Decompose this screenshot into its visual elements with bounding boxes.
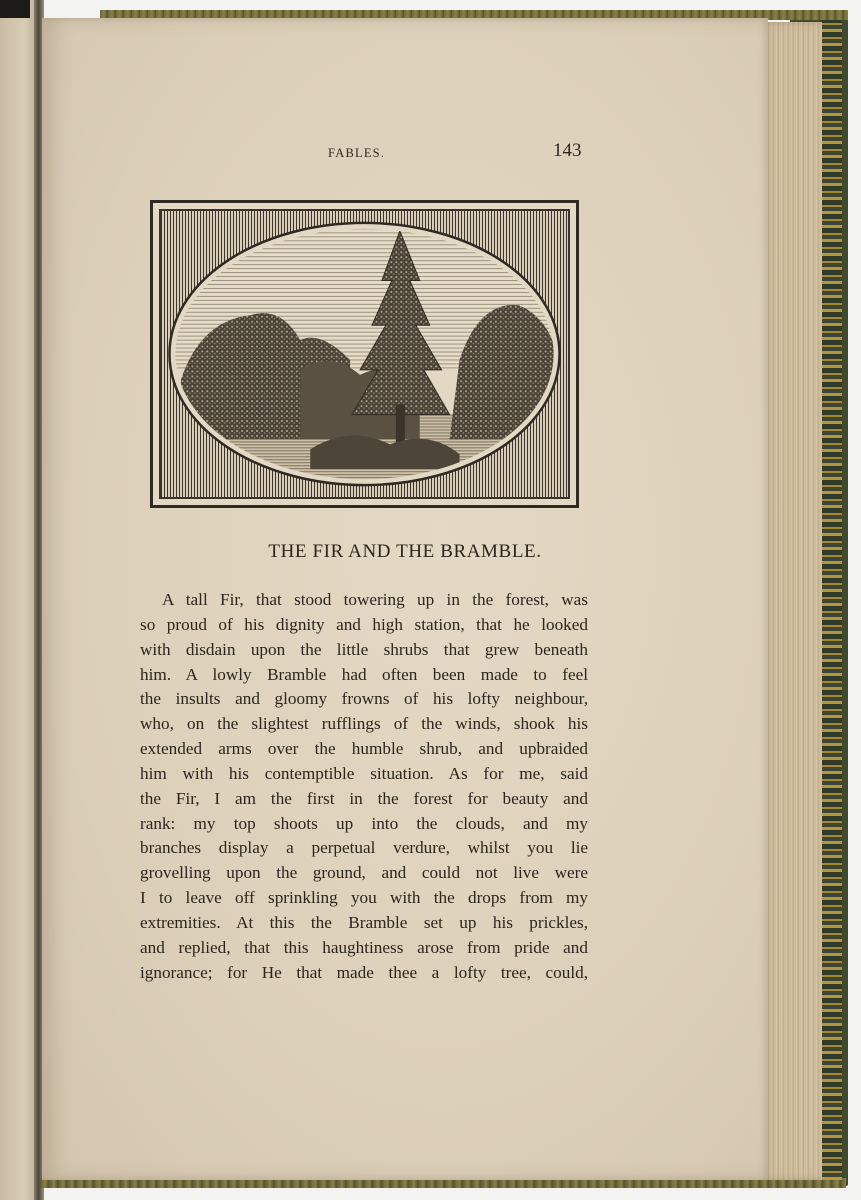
text-line: the insults and gloomy frowns of his lofty neighbour,	[140, 689, 588, 709]
text-line: so proud of his dignity and high station, that he looked	[140, 614, 588, 634]
text-line: ignorance; for He that made thee a lofty tree, could,	[140, 962, 588, 982]
text-line: him. A lowly Bramble had often been made to feel	[140, 664, 588, 684]
fable-text	[140, 588, 588, 986]
running-head: FABLES.	[328, 146, 386, 160]
page-fore-edge	[760, 22, 822, 1180]
text-line: branches display a perpetual verdure, whilst you lie	[140, 838, 588, 858]
text-line: grovelling upon the ground, and could not live were	[140, 863, 588, 883]
woodcut-fir-tree-illustration-icon	[161, 211, 568, 497]
text-line: I to leave off sprinkling you with the drops from my	[140, 888, 588, 908]
left-cover-corner	[0, 0, 30, 18]
page-number: 143	[553, 140, 582, 161]
text-line: him with his contemptible situation. As for me, said	[140, 763, 588, 783]
text-line: and replied, that this haughtiness arose from pride and	[140, 937, 588, 957]
text-line: A tall Fir, that stood towering up in the forest, was	[162, 590, 588, 609]
woodcut-illustration	[150, 200, 579, 508]
text-line: with disdain upon the little shrubs that grew beneath	[140, 639, 588, 659]
illustration-hatched-border	[159, 209, 570, 499]
text-line: rank: my top shoots up into the clouds, and my	[140, 813, 588, 833]
text-line: extremities. At this the Bramble set up his prickles,	[140, 912, 588, 932]
text-line: extended arms over the humble shrub, and upbraided	[140, 739, 588, 759]
fable-title: THE FIR AND THE BRAMBLE.	[268, 541, 542, 562]
gilt-border-decoration	[822, 20, 842, 1180]
text-line: the Fir, I am the first in the forest for beauty and	[140, 788, 588, 808]
text-line: who, on the slightest rufflings of the winds, shook his	[140, 714, 588, 734]
